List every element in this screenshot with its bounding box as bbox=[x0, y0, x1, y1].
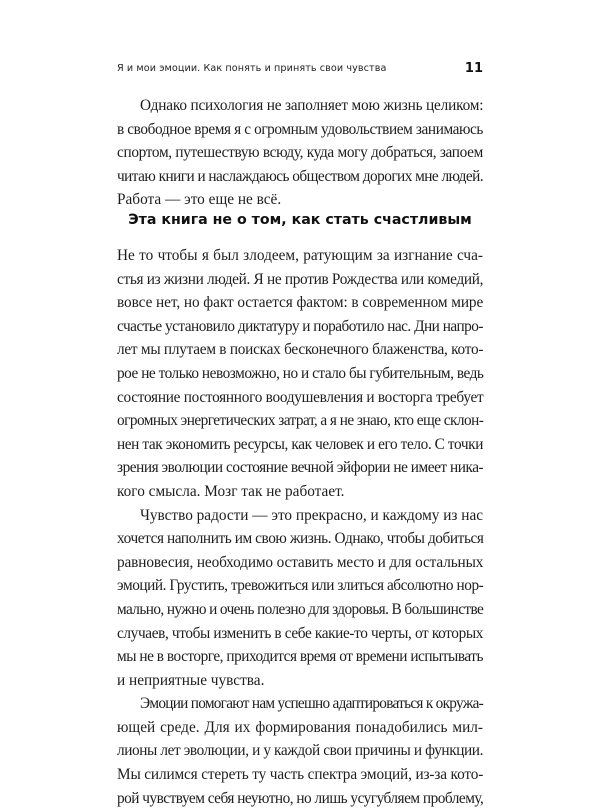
text-line: рое не только невозможно, но и стало бы губительным, ведь bbox=[117, 364, 484, 382]
text-line: лет мы плутаем в поисках бесконечного блаженства, кото- bbox=[117, 341, 484, 359]
page-number: 11 bbox=[464, 61, 483, 76]
section-heading: Эта книга не о том, как стать счастливым bbox=[128, 212, 472, 228]
text-line: кого смысла. Мозг так не работает. bbox=[117, 482, 345, 500]
paragraph bbox=[117, 504, 483, 693]
text-line: ющей среде. Для их формирования понадобились мил- bbox=[117, 718, 483, 736]
text-line: рой чувствуем себя неуютно, но лишь усугубляем проблему, bbox=[117, 789, 484, 807]
intro-paragraph bbox=[117, 94, 483, 212]
text-line: хочется наполнить им свою жизнь. Однако, чтобы добиться bbox=[117, 530, 484, 548]
text-line: лионы лет эволюции, и у каждой свои причины и функции. bbox=[117, 742, 483, 760]
text-line: стья из жизни людей. Я не против Рождества или комедий, bbox=[117, 270, 484, 288]
text-line: состояние постоянного воодушевления и восторга требует bbox=[117, 388, 484, 406]
text-line: Не то чтобы я был злодеем, ратующим за изгнание сча- bbox=[117, 247, 483, 264]
text-line: случаев, чтобы изменить в себе какие-то черты, от которых bbox=[117, 624, 484, 642]
paragraph bbox=[117, 692, 483, 810]
text-line: огромных энергетических затрат, а я не знаю, кто еще склон- bbox=[117, 412, 484, 430]
running-header bbox=[117, 63, 483, 79]
text-line: мально, нужно и очень полезно для здоровья. В большинстве bbox=[117, 600, 484, 618]
text-line: в свободное время я с огромным удовольствием занимаюсь bbox=[117, 120, 483, 138]
running-title: Я и мои эмоции. Как понять и принять свои чувства bbox=[117, 63, 387, 74]
text-line: читаю книги и наслаждаюсь обществом дорогих мне людей. bbox=[117, 167, 484, 185]
text-line: нен так экономить ресурсы, как человек и его тело. С точки bbox=[117, 435, 483, 453]
text-line: зрения эволюции состояние вечной эйфории не имеет ника- bbox=[117, 459, 484, 477]
text-line: и неприятные чувства. bbox=[117, 671, 265, 689]
text-line: Чувство радости — это прекрасно, и каждому из нас bbox=[140, 506, 483, 524]
text-line: Работа — это еще не всё. bbox=[117, 191, 282, 209]
text-line: Мы силимся стереть ту часть спектра эмоций, из-за кото- bbox=[117, 766, 484, 784]
text-line: спортом, путешествую всюду, куда могу добраться, запоем bbox=[117, 144, 483, 162]
section-body bbox=[117, 244, 483, 810]
paragraph bbox=[117, 244, 483, 504]
text-line: эмоций. Грустить, тревожиться или злиться абсолютно нор- bbox=[117, 577, 484, 595]
text-line: мы не в восторге, приходится время от времени испытывать bbox=[117, 648, 483, 666]
text-line: Однако психология не заполняет мою жизнь целиком: bbox=[140, 97, 484, 114]
text-line: вовсе нет, но факт остается фактом: в современном мире bbox=[117, 294, 484, 312]
text-line: равновесия, необходимо оставить место и для остальных bbox=[117, 553, 484, 571]
text-line: Эмоции помогают нам успешно адаптироваться к окружа- bbox=[140, 695, 483, 713]
text-line: счастье установило диктатуру и поработило нас. Дни напро- bbox=[117, 317, 483, 335]
